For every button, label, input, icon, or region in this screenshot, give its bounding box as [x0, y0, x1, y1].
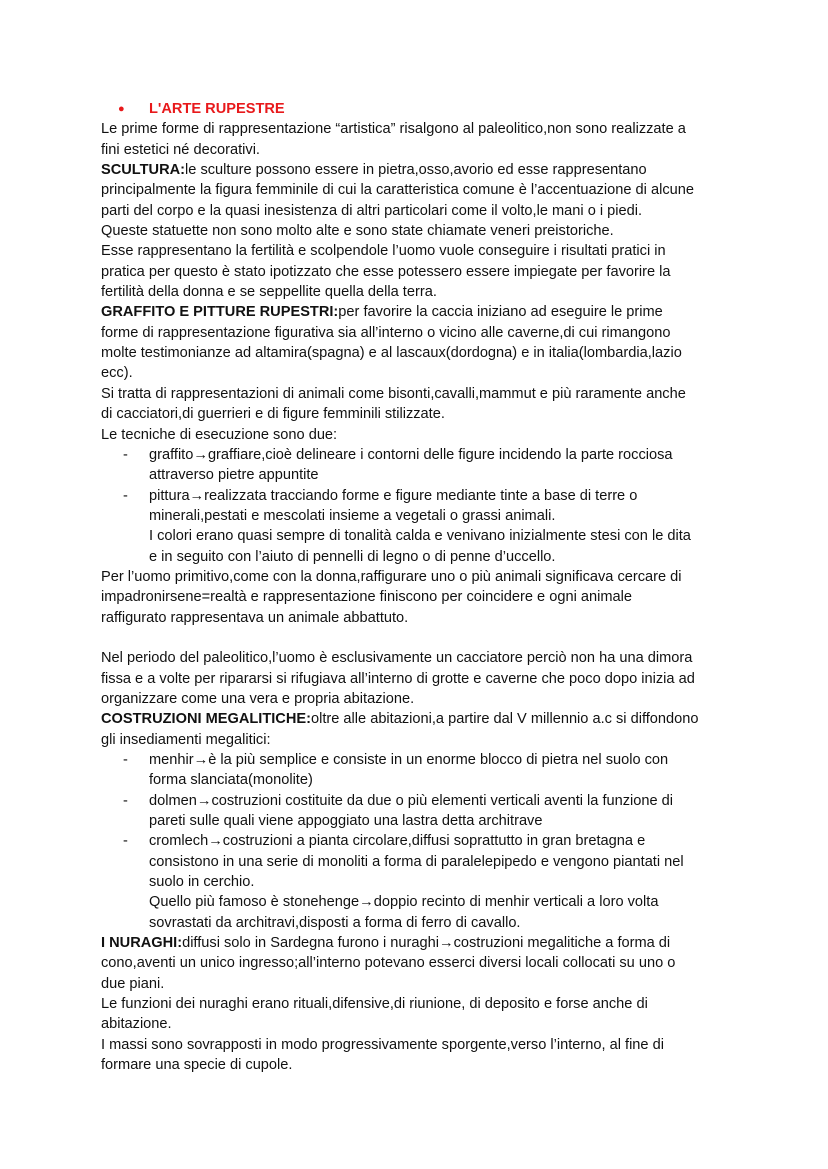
- bold-lead: SCULTURA:: [101, 162, 186, 179]
- line-text: fissa e a volte per ripararsi si rifugiava all’interno di grotte e caverne che poco dopo inizia ad: [101, 670, 695, 687]
- text-line: [101, 201, 741, 221]
- text-line: [101, 1014, 741, 1034]
- line-text: forma slanciata(monolite): [149, 772, 313, 789]
- line-text: gli insediamenti megalitici:: [101, 731, 271, 748]
- text-line: [149, 831, 741, 851]
- heading-text: L'ARTE RUPESTRE: [149, 101, 285, 117]
- text-line: [101, 241, 741, 261]
- section-heading: [101, 99, 741, 119]
- line-text: le sculture possono essere in pietra,osso,avorio ed esse rappresentano: [185, 162, 647, 179]
- line-text: minerali,pestati e mescolati insieme a vegetali o grassi animali.: [149, 507, 556, 524]
- line-text: Si tratta di rappresentazioni di animali come bisonti,cavalli,mammut e più raramente anche: [101, 385, 686, 402]
- bullet-icon: ●: [118, 103, 125, 115]
- text-line: [101, 730, 741, 750]
- dash-bullet: -: [123, 792, 128, 809]
- line-text: dolmen→costruzioni costituite da due o più elementi verticali aventi la funzione di: [149, 792, 674, 809]
- text-line: [101, 709, 741, 729]
- text-line: [149, 547, 741, 567]
- text-line: [149, 526, 741, 546]
- line-text: abitazione.: [101, 1016, 172, 1033]
- bold-lead: COSTRUZIONI MEGALITICHE:: [101, 711, 311, 728]
- document-page: [101, 99, 741, 1076]
- line-text: suolo in cerchio.: [149, 874, 255, 891]
- text-line: [101, 567, 741, 587]
- text-line: [101, 648, 741, 668]
- paragraph: [101, 648, 741, 750]
- text-line: [149, 892, 741, 912]
- dash-bullet: -: [123, 446, 128, 463]
- text-line: [101, 323, 741, 343]
- text-line: [101, 221, 741, 241]
- line-text: cromlech→costruzioni a pianta circolare,diffusi soprattutto in gran bretagna e: [149, 833, 646, 850]
- text-line: [101, 404, 741, 424]
- line-text: Esse rappresentano la fertilità e scolpendole l’uomo vuole conseguire i risultati pratici in: [101, 243, 666, 260]
- text-line: [149, 791, 741, 811]
- text-line: [149, 770, 741, 790]
- line-text: oltre alle abitazioni,a partire dal V millennio a.c si diffondono: [310, 711, 699, 728]
- line-text: raffigurato rappresentava un animale abbattuto.: [101, 609, 409, 626]
- line-text: di cacciatori,di guerrieri e di figure femminili stilizzate.: [101, 406, 445, 423]
- line-text: graffito→graffiare,cioè delineare i contorni delle figure incidendo la parte rocciosa: [149, 446, 673, 463]
- blank-line: [101, 628, 741, 648]
- text-line: [101, 119, 741, 139]
- line-text: attraverso pietre appuntite: [149, 467, 319, 484]
- text-line: [149, 750, 741, 770]
- text-line: [149, 445, 741, 465]
- paragraph: [101, 567, 741, 628]
- line-text: pittura→realizzata tracciando forme e figure mediante tinte a base di terre o: [149, 487, 638, 504]
- document-body: [101, 119, 741, 1075]
- dash-bullet: -: [123, 487, 128, 504]
- text-line: [149, 465, 741, 485]
- line-text: consistono in una serie di monoliti a forma di paralelepipedo e vengono piantati nel: [149, 853, 684, 870]
- dash-bullet: -: [123, 752, 128, 768]
- text-line: [101, 1035, 741, 1055]
- list-item: [101, 445, 741, 486]
- text-line: [101, 180, 741, 200]
- line-text: organizzare come una vera e propria abitazione.: [101, 690, 415, 707]
- text-line: [149, 872, 741, 892]
- line-text: pratica per questo è stato ipotizzato che esse potessero essere impiegate per favorire la: [101, 263, 671, 280]
- text-line: [149, 852, 741, 872]
- line-text: fini estetici né decorativi.: [101, 141, 260, 158]
- text-line: [101, 343, 741, 363]
- line-text: fertilità della donna e se seppellite quella della terra.: [101, 284, 437, 301]
- paragraph: [101, 119, 741, 445]
- line-text: principalmente la figura femminile di cui la caratteristica comune è l’accentuazione di alcune: [101, 182, 694, 199]
- line-text: diffusi solo in Sardegna furono i nuraghi→costruzioni megalitiche a forma di: [182, 935, 671, 952]
- text-line: [149, 506, 741, 526]
- text-line: [101, 1055, 741, 1075]
- text-line: [101, 994, 741, 1014]
- text-line: [149, 913, 741, 933]
- dash-bullet: -: [123, 833, 128, 850]
- text-line: [101, 669, 741, 689]
- text-line: [101, 262, 741, 282]
- line-text: I colori erano quasi sempre di tonalità calda e venivano inizialmente stesi con le dita: [149, 528, 691, 545]
- line-text: Le prime forme di rappresentazione “artistica” risalgono al paleolitico,non sono realizzate a: [101, 121, 686, 138]
- line-text: ecc).: [101, 365, 133, 382]
- line-text: menhir→è la più semplice e consiste in un enorme blocco di pietra nel suolo con: [149, 752, 669, 768]
- line-text: formare una specie di cupole.: [101, 1057, 293, 1074]
- line-text: per favorire la caccia iniziano ad eseguire le prime: [338, 304, 663, 321]
- text-line: [149, 811, 741, 831]
- text-line: [101, 974, 741, 994]
- text-line: [101, 384, 741, 404]
- list-item: [101, 750, 741, 791]
- line-text: sovrastati da architravi,disposti a forma di ferro di cavallo.: [149, 914, 521, 931]
- line-text: forme di rappresentazione figurativa sia all’interno o vicino alle caverne,di cui rimangono: [101, 324, 671, 341]
- text-line: [101, 689, 741, 709]
- line-text: Quello più famoso è stonehenge→doppio recinto di menhir verticali a loro volta: [149, 894, 659, 911]
- line-text: Le funzioni dei nuraghi erano rituali,difensive,di riunione, di deposito e forse anche di: [101, 996, 648, 1013]
- text-line: [101, 160, 741, 180]
- text-line: [101, 302, 741, 322]
- list-item: [101, 486, 741, 567]
- line-text: cono,aventi un unico ingresso;all’interno potevano esserci diversi locali collocati su uno o: [101, 955, 676, 972]
- text-line: [101, 140, 741, 160]
- line-text: molte testimonianze ad altamira(spagna) e al lascaux(dordogna) e in italia(lombardia,lazio: [101, 345, 682, 362]
- text-line: [101, 953, 741, 973]
- text-line: [101, 425, 741, 445]
- text-line: [101, 587, 741, 607]
- line-text: impadronirsene=realtà e rappresentazione finiscono per coincidere e ogni animale: [101, 589, 632, 606]
- list-item: [101, 831, 741, 933]
- line-text: e in seguito con l’aiuto di pennelli di legno o di penne d’uccello.: [149, 548, 556, 565]
- line-text: Nel periodo del paleolitico,l’uomo è esclusivamente un cacciatore perciò non ha una dimora: [101, 650, 693, 667]
- line-text: Per l’uomo primitivo,come con la donna,raffigurare uno o più animali significava cercare di: [101, 568, 682, 585]
- line-text: Queste statuette non sono molto alte e sono state chiamate veneri preistoriche.: [101, 223, 614, 240]
- line-text: I massi sono sovrapposti in modo progressivamente sporgente,verso l’interno, al fine di: [101, 1036, 664, 1053]
- text-line: [101, 608, 741, 628]
- bold-lead: I NURAGHI:: [101, 935, 183, 952]
- text-line: [149, 486, 741, 506]
- bold-lead: GRAFFITO E PITTURE RUPESTRI:: [101, 304, 339, 321]
- line-text: parti del corpo e la quasi inesistenza di altri particolari come il volto,le mani o i piedi.: [101, 202, 643, 219]
- line-text: due piani.: [101, 975, 165, 992]
- line-text: pareti sulle quali viene appoggiato una lastra detta architrave: [149, 813, 543, 830]
- line-text: Le tecniche di esecuzione sono due:: [101, 426, 338, 443]
- text-line: [101, 282, 741, 302]
- paragraph: [101, 933, 741, 1075]
- text-line: [101, 933, 741, 953]
- list-item: [101, 791, 741, 832]
- text-line: [101, 363, 741, 383]
